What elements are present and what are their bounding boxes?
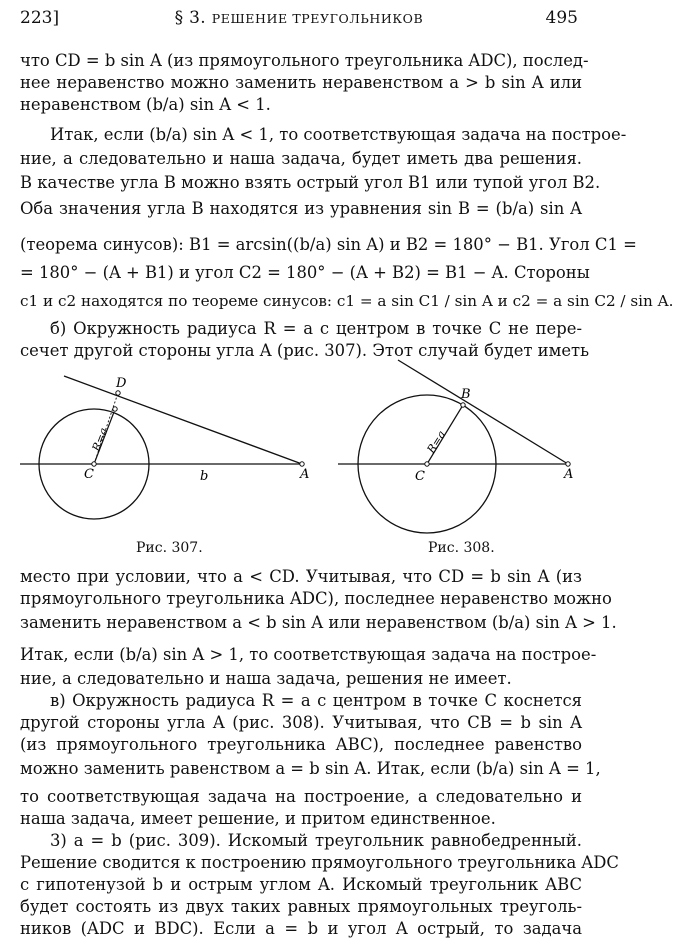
text-line: сечет другой стороны угла A (рис. 307). Этот случай будет иметь: [20, 341, 590, 360]
text-line: Итак, если (b/a) sin A < 1, то соответствующая задача на построе-: [50, 125, 627, 144]
text-line: нее неравенство можно заменить неравенством a > b sin A или: [20, 73, 582, 92]
point-b: [461, 403, 465, 407]
text-line: 3) a = b (рис. 309). Искомый треугольник равнобедренный.: [50, 831, 582, 850]
text-line: c1 и c2 находятся по теореме синусов: c1 = a sin C1 / sin A и c2 = a sin C2 / sin A.: [20, 292, 673, 310]
section-heading: § 3. РЕШЕНИЕ ТРЕУГОЛЬНИКОВ: [174, 8, 424, 28]
text-line: Решение сводится к построению прямоугольного треугольника ADC: [20, 853, 619, 872]
point-a: [566, 462, 570, 466]
text-line: ние, а следовательно и наша задача, решения не имеет.: [20, 669, 512, 688]
label-a: A: [300, 467, 310, 482]
text-line: другой стороны угла A (рис. 308). Учитывая, что CB = b sin A: [20, 713, 582, 732]
text-line: место при условии, что a < CD. Учитывая, что CD = b sin A (из: [20, 567, 582, 586]
point-c: [425, 462, 429, 466]
point-c: [92, 462, 96, 466]
page-number: 495: [545, 8, 578, 28]
page-left-marker: 223]: [20, 8, 60, 28]
text-line: (теорема синусов): B1 = arcsin((b/a) sin A) и B2 = 180° − B1. Угол C1 =: [20, 235, 637, 254]
running-header: [20, 8, 578, 32]
point-on-circle: [113, 407, 117, 411]
point-d: [116, 391, 120, 395]
figures-area: [20, 372, 580, 562]
figure-308: [338, 360, 573, 533]
label-a: A: [564, 467, 574, 482]
text-line: б) Окружность радиуса R = a с центром в точке C не пере-: [50, 319, 582, 338]
label-c: C: [84, 467, 94, 482]
label-b: b: [200, 469, 209, 484]
text-line: в) Окружность радиуса R = a с центром в точке C коснется: [50, 691, 582, 710]
label-b: B: [461, 387, 471, 402]
text-line: В качестве угла B можно взять острый угол B1 или тупой угол B2.: [20, 173, 601, 192]
text-line: Оба значения угла B находятся из уравнения sin B = (b/a) sin A: [20, 199, 582, 218]
text-line: наша задача, имеет решение, и притом единственное.: [20, 809, 496, 828]
caption-307: Рис. 307.: [136, 540, 203, 556]
text-line: = 180° − (A + B1) и угол C2 = 180° − (A + B2) = B1 − A. Стороны: [20, 263, 590, 282]
figure-307: [20, 376, 309, 519]
text-line: Итак, если (b/a) sin A > 1, то соответствующая задача на построе-: [20, 645, 597, 664]
text-line: заменить неравенством a < b sin A или неравенством (b/a) sin A > 1.: [20, 613, 617, 632]
section-title: РЕШЕНИЕ ТРЕУГОЛЬНИКОВ: [211, 11, 424, 26]
text-line: (из прямоугольного треугольника ABC), последнее равенство: [20, 735, 582, 754]
text-line: будет состоять из двух таких равных прямоугольных треуголь-: [20, 897, 582, 916]
text-line: ников (ADC и BDC). Если a = b и угол A острый, то задача: [20, 919, 582, 938]
point-a: [300, 462, 304, 466]
text-line: прямоугольного треугольника ADC), последнее неравенство можно: [20, 589, 612, 608]
label-c: C: [415, 469, 425, 484]
text-line: то соответствующая задача на построение, а следовательно и: [20, 787, 582, 806]
text-line: с гипотенузой b и острым углом A. Искомый треугольник ABC: [20, 875, 582, 894]
text-line: можно заменить равенством a = b sin A. Итак, если (b/a) sin A = 1,: [20, 759, 601, 778]
label-radius: R=a: [424, 428, 449, 456]
text-line: что CD = b sin A (из прямоугольного треугольника ADC), послед-: [20, 51, 589, 70]
label-radius: R=a: [89, 425, 111, 454]
text-line: неравенством (b/a) sin A < 1.: [20, 95, 271, 114]
text-line: ние, а следовательно и наша задача, будет иметь два решения.: [20, 149, 582, 168]
label-d: D: [116, 376, 127, 391]
caption-308: Рис. 308.: [428, 540, 495, 556]
tangent-line: [398, 360, 568, 464]
